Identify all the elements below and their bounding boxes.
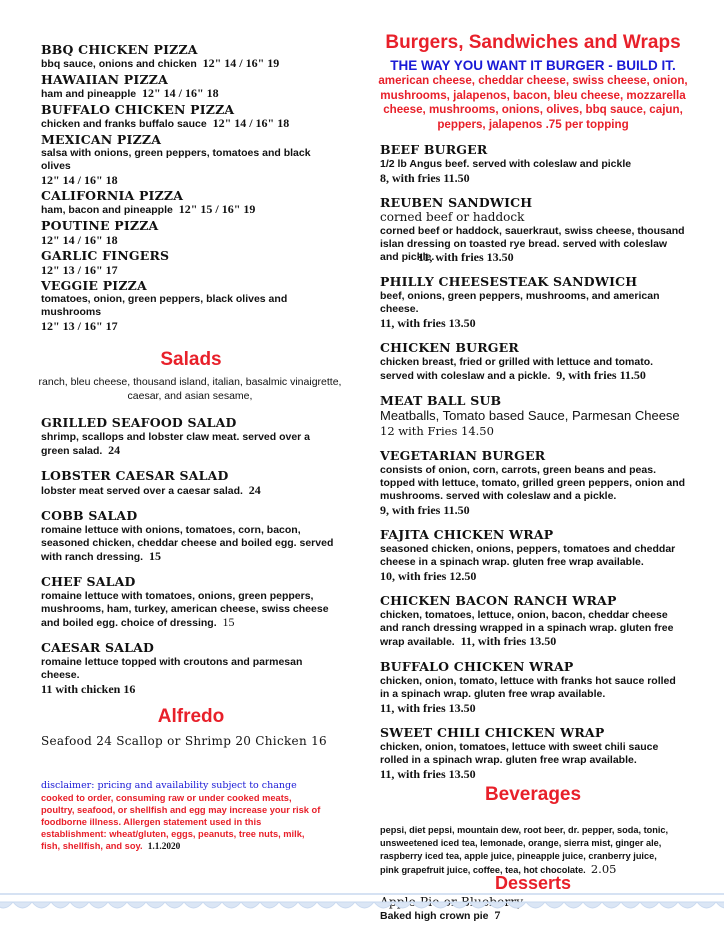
item-name: GRILLED SEAFOOD SALAD	[41, 415, 237, 430]
disclaimer-date: 1.1.2020	[147, 842, 181, 852]
pizza-item	[41, 279, 341, 333]
scallop-shape	[184, 902, 203, 908]
scallop-shape	[507, 902, 526, 908]
item-desc: lobster meat served over a caesar salad.	[41, 485, 243, 497]
sandwich-item	[380, 394, 686, 438]
scallop-shape	[51, 902, 70, 908]
item-name: CHEF SALAD	[41, 574, 136, 589]
scallop-shape	[621, 902, 640, 908]
item-name: BUFFALO CHICKEN PIZZA	[41, 102, 235, 117]
scallop-shape	[431, 902, 450, 908]
item-name: VEGETARIAN BURGER	[380, 448, 546, 463]
item-price: 12" 14 / 16" 18	[212, 116, 290, 130]
item-desc: chicken, tomatoes, lettuce, onion, bacon, cheddar cheese and ranch dressing wrapped in a spinach wrap. gluten free wrap available.	[380, 609, 674, 648]
item-price: 15	[148, 549, 161, 563]
sandwich-item	[380, 196, 686, 264]
scallop-shape	[678, 902, 697, 908]
sandwich-item	[380, 143, 686, 185]
item-name: BBQ CHICKEN PIZZA	[41, 42, 198, 57]
sandwich-item	[380, 594, 686, 649]
scallop-shape	[697, 902, 716, 908]
dessert-desc: Baked high crown pie	[380, 910, 489, 922]
item-desc: tomatoes, onion, green peppers, black olives and mushrooms	[41, 293, 288, 318]
item-price: 11, with fries 13.50	[380, 767, 476, 781]
build-your-own-title: THE WAY YOU WANT IT BURGER - BUILD IT.	[390, 58, 676, 73]
dessert-price: 7	[494, 908, 501, 922]
pizza-item	[41, 103, 341, 131]
item-price: 12" 14 / 16" 18	[141, 86, 219, 100]
dressing-list: ranch, bleu cheese, thousand island, italian, basalmic vinaigrette, caesar, and asian sesame,	[38, 376, 342, 402]
right-column	[380, 0, 686, 923]
beverages-heading: Beverages	[484, 784, 582, 805]
scallop-shape	[450, 902, 469, 908]
sandwich-item	[380, 449, 686, 517]
alfredo-line: Seafood 24 Scallop or Shrimp 20 Chicken 16	[41, 734, 327, 748]
item-desc: chicken and franks buffalo sauce	[41, 118, 207, 130]
scallop-shape	[222, 902, 241, 908]
salad-item	[41, 509, 341, 564]
scallop-shape	[640, 902, 659, 908]
item-desc: bbq sauce, onions and chicken	[41, 58, 197, 70]
item-price: 11, with fries 13.50	[380, 316, 476, 330]
disclaimer-title: disclaimer: pricing and availability subject to change	[41, 780, 297, 791]
pizza-item	[41, 73, 341, 101]
item-price: 12" 14 / 16" 19	[202, 56, 280, 70]
item-price: 11 with chicken 16	[41, 682, 136, 696]
item-desc: romaine lettuce topped with croutons and parmesan cheese.	[41, 656, 303, 681]
scallop-shape	[393, 902, 412, 908]
scallop-shape	[716, 902, 724, 908]
salad-item	[41, 641, 341, 696]
item-subtitle: corned beef or haddock	[380, 210, 525, 224]
item-price: 24	[248, 483, 261, 497]
scallop-shape	[70, 902, 89, 908]
item-desc: seasoned chicken, onions, peppers, tomatoes and cheddar cheese in a spinach wrap. gluten free wrap available.	[380, 543, 676, 568]
scallop-shape	[602, 902, 621, 908]
scallop-shape	[241, 902, 260, 908]
item-name: CHICKEN BACON RANCH WRAP	[380, 593, 617, 608]
item-price: 9, with fries 11.50	[380, 503, 470, 517]
item-price: 12 with Fries 14.50	[380, 424, 494, 438]
toppings-list: american cheese, cheddar cheese, swiss cheese, onion, mushrooms, jalapenos, bacon, bleu cheese, mozzarella cheese, mushrooms, onions, olives, bbq sauce, cajun, peppers, jalapenos .75 per topping	[378, 74, 688, 131]
item-desc: romaine lettuce with tomatoes, onions, green peppers, mushrooms, ham, turkey, american cheese, swiss cheese and boiled egg. choice of dressing.	[41, 590, 329, 629]
scallop-shape	[488, 902, 507, 908]
item-name: LOBSTER CAESAR SALAD	[41, 468, 229, 483]
item-desc: consists of onion, corn, carrots, green beans and peas. topped with lettuce, tomato, grilled green peppers, onion and mushrooms. served with coleslaw and a pickle.	[380, 464, 686, 502]
item-price: 12" 14 / 16" 18	[41, 173, 118, 187]
item-price: 12" 15 / 16" 19	[178, 202, 256, 216]
item-name: PHILLY CHEESESTEAK SANDWICH	[380, 274, 638, 289]
item-price: 10, with fries 12.50	[380, 569, 477, 583]
sandwich-item	[380, 275, 686, 330]
item-price: 24	[108, 443, 121, 457]
scallop-shape	[260, 902, 279, 908]
disclaimer	[41, 780, 321, 853]
scallop-shape	[165, 902, 184, 908]
item-desc: 1/2 lb Angus beef. served with coleslaw and pickle	[380, 158, 632, 170]
pizza-item	[41, 249, 341, 277]
scallop-shape	[355, 902, 374, 908]
scallop-shape	[659, 902, 678, 908]
item-desc: shrimp, scallops and lobster claw meat. served over a green salad.	[41, 431, 311, 457]
scallop-shape	[564, 902, 583, 908]
sandwich-item	[380, 341, 686, 383]
item-name: SWEET CHILI CHICKEN WRAP	[380, 725, 605, 740]
item-name: FAJITA CHICKEN WRAP	[380, 527, 554, 542]
scallop-shape	[0, 902, 13, 908]
item-name: MEXICAN PIZZA	[41, 132, 162, 147]
sandwich-item	[380, 726, 686, 781]
scallop-shape	[374, 902, 393, 908]
item-price: 8, with fries 11.50	[380, 171, 470, 185]
item-price: 12" 13 / 16" 17	[41, 263, 118, 277]
scallop-shape	[146, 902, 165, 908]
item-desc: corned beef or haddock, sauerkraut, swiss cheese, thousand islan dressing on toasted rye bread. served with coleslaw and pickle.	[380, 225, 685, 263]
item-desc: chicken, onion, tomato, lettuce with franks hot sauce rolled in a spinach wrap. gluten free wrap available.	[380, 675, 676, 700]
scallop-shape	[127, 902, 146, 908]
item-desc: Meatballs, Tomato based Sauce, Parmesan Cheese	[380, 408, 680, 423]
desserts-heading: Desserts	[494, 873, 572, 893]
item-name: GARLIC FINGERS	[41, 248, 170, 263]
item-name: CHICKEN BURGER	[380, 340, 519, 355]
item-name: REUBEN SANDWICH	[380, 195, 533, 210]
scallop-shape	[583, 902, 602, 908]
item-name: HAWAIIAN PIZZA	[41, 72, 168, 87]
item-desc: salsa with onions, green peppers, tomatoes and black olives	[41, 147, 311, 172]
disclaimer-body: cooked to order, consuming raw or under cooked meats, poultry, seafood, or shellfish and egg may increase your risk of foodborne illness. Allergen statement used in this establishment: wheat/gluten, eggs, peanuts, tree nuts, milk, fish, shellfish, and soy.	[41, 793, 321, 851]
scallop-shape	[279, 902, 298, 908]
item-name: VEGGIE PIZZA	[41, 278, 147, 293]
item-desc: chicken, onion, tomatoes, lettuce with sweet chili sauce rolled in a spinach wrap. gluten free wrap available.	[380, 741, 659, 766]
item-desc: ham and pineapple	[41, 88, 137, 100]
scalloped-border	[0, 892, 724, 930]
scallop-shape	[108, 902, 127, 908]
pizza-list	[41, 43, 341, 333]
burgers-heading: Burgers, Sandwiches and Wraps	[385, 32, 681, 53]
scallop-shape	[336, 902, 355, 908]
scallop-shape	[32, 902, 51, 908]
item-name: POUTINE PIZZA	[41, 218, 159, 233]
salads-heading: Salads	[160, 349, 222, 370]
salad-item	[41, 416, 341, 458]
alfredo-heading: Alfredo	[157, 706, 225, 727]
item-price: 12" 14 / 16" 18	[41, 233, 118, 247]
item-desc: chicken breast, fried or grilled with lettuce and tomato. served with coleslaw and a pickle.	[380, 356, 654, 382]
scallop-shape	[526, 902, 545, 908]
item-price: 9, with fries 11.50	[556, 368, 646, 382]
pizza-item	[41, 43, 341, 71]
item-price: 11, with fries 13.50	[380, 701, 476, 715]
scallop-shape	[545, 902, 564, 908]
sandwich-item	[380, 660, 686, 715]
sandwich-item	[380, 528, 686, 583]
item-price: 12" 13 / 16" 17	[41, 319, 118, 333]
scallop-shape	[412, 902, 431, 908]
salad-item	[41, 469, 341, 498]
scallop-shape	[317, 902, 336, 908]
scallop-shape	[469, 902, 488, 908]
scallop-shape	[89, 902, 108, 908]
item-desc: ham, bacon and pineapple	[41, 204, 173, 216]
salad-item	[41, 575, 341, 630]
pizza-item	[41, 219, 341, 247]
pizza-item	[41, 133, 341, 187]
scallop-shape	[298, 902, 317, 908]
beverage-list: pepsi, diet pepsi, mountain dew, root beer, dr. pepper, soda, tonic, unsweetened iced tea, lemonade, orange, sierra mist, ginger ale, raspberry iced tea, apple juice, pineapple juice, cranberry juice, pink grapefruit juice, coffee, tea, hot chocolate.	[380, 825, 669, 875]
dessert-name: or	[443, 895, 457, 909]
item-name: BEEF BURGER	[380, 142, 488, 157]
item-name: COBB SALAD	[41, 508, 138, 523]
item-name: BUFFALO CHICKEN WRAP	[380, 659, 574, 674]
scallop-shape	[13, 902, 32, 908]
item-name: CALIFORNIA PIZZA	[41, 188, 184, 203]
item-price: 11, with fries 13.50	[418, 250, 514, 264]
beverage-price: 2.05	[590, 862, 617, 876]
left-column	[38, 0, 342, 853]
item-price: 11, with fries 13.50	[460, 634, 557, 648]
item-desc: beef, onions, green peppers, mushrooms, and american cheese.	[380, 290, 660, 315]
item-name: CAESAR SALAD	[41, 640, 155, 655]
item-name: MEAT BALL SUB	[380, 393, 502, 408]
scallop-shape	[203, 902, 222, 908]
pizza-item	[41, 189, 341, 217]
item-price: 15	[222, 615, 235, 629]
item-desc: romaine lettuce with onions, tomatoes, corn, bacon, seasoned chicken, cheddar cheese and boiled egg. served with ranch dressing.	[41, 524, 334, 563]
